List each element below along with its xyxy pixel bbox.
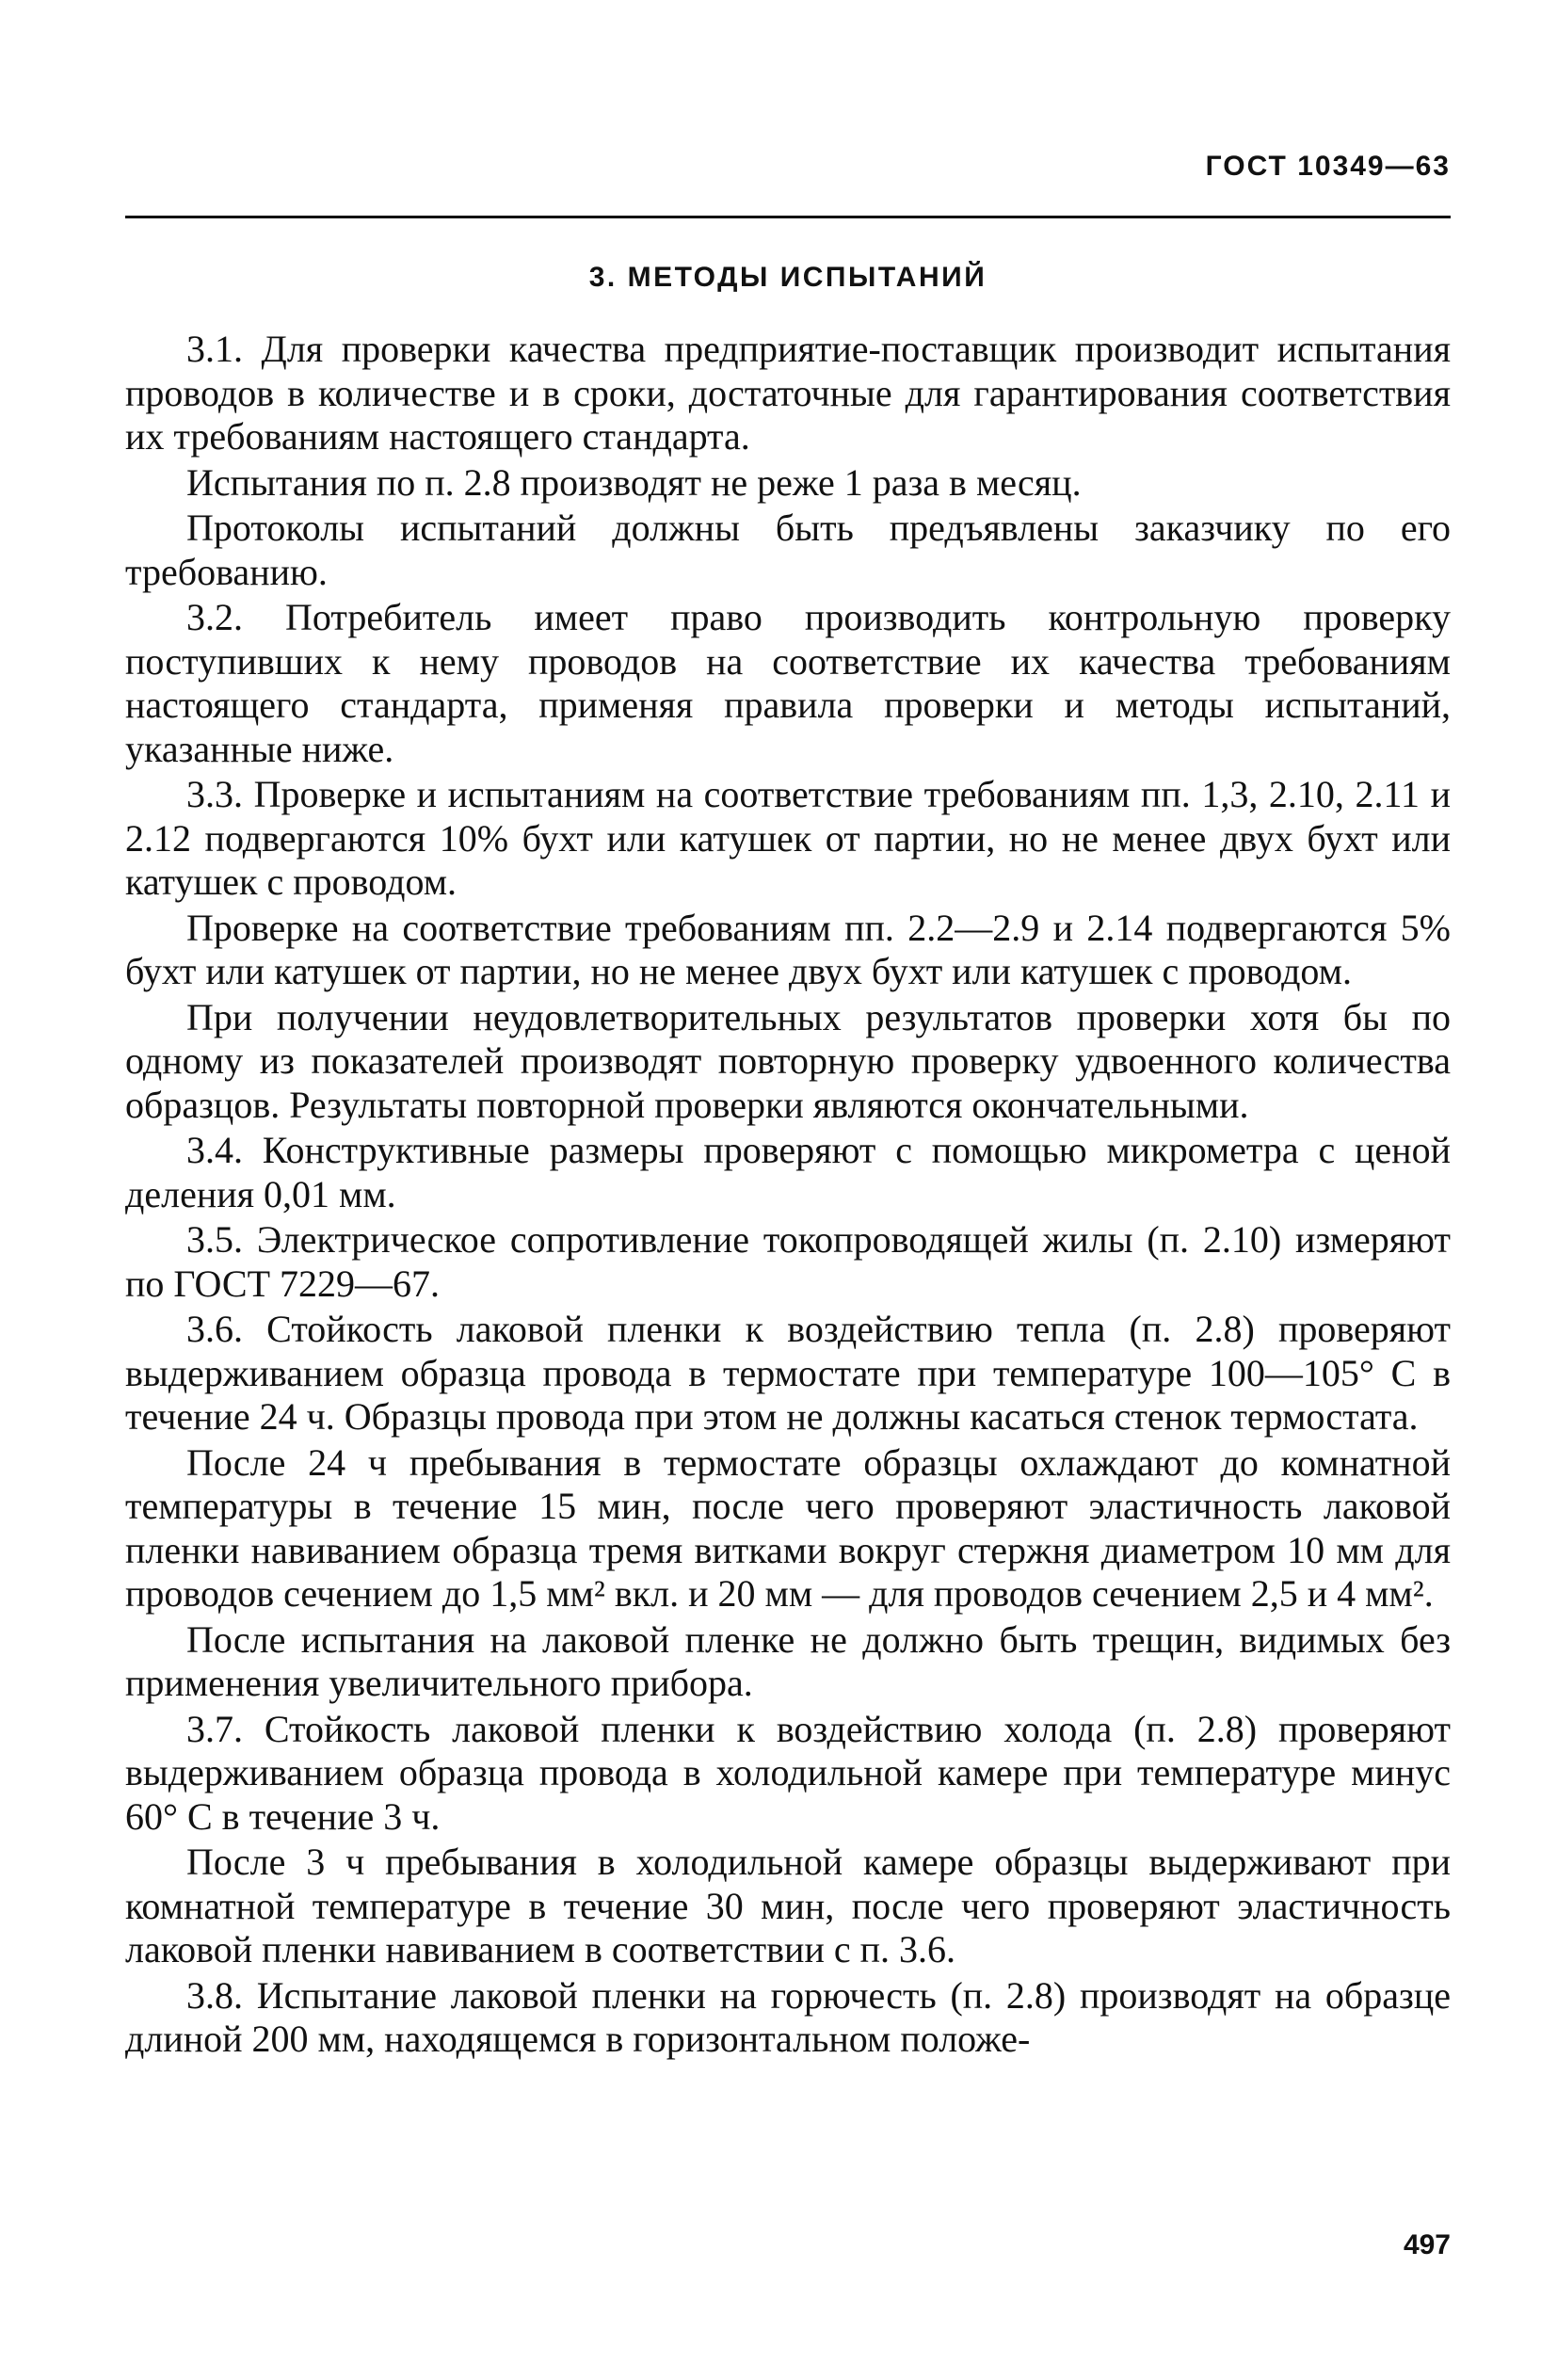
paragraph: При получении неудовлетворительных результатов проверки хотя бы по одному из показателей производят повторную проверку удвоенного количества образцов. Результаты повторной проверки являются окончательными. (125, 995, 1451, 1126)
document-page (125, 151, 1451, 2269)
paragraph: 3.2. Потребитель имеет право производить контрольную проверку поступивших к нему проводов на соответствие их качества требованиям настоящего стандарта, применяя правила проверки и методы испытаний, указанные ниже. (125, 596, 1451, 770)
body-text (125, 328, 1451, 2064)
page-number: 497 (1403, 2229, 1451, 2260)
paragraph: Испытания по п. 2.8 производят не реже 1 раза в месяц. (186, 460, 1082, 504)
paragraph: После испытания на лаковой пленке не должно быть трещин, видимых без применения увеличительного прибора. (125, 1617, 1451, 1704)
paragraph: После 3 ч пребывания в холодильной камере образцы выдерживают при комнатной температуре в течение 30 мин, после чего проверяют эластичность лаковой пленки навиванием в соответствии с п. 3.6. (125, 1841, 1451, 1970)
paragraph: 3.5. Электрическое сопротивление токопроводящей жилы (п. 2.10) измеряют по ГОСТ 7229—67. (125, 1218, 1451, 1305)
paragraph: 3.6. Стойкость лаковой пленки к воздействию тепла (п. 2.8) проверяют выдерживанием образца провода в термостате при температуре 100—105° С в течение 24 ч. Образцы провода при этом не должны касаться стенок термостата. (125, 1308, 1451, 1438)
paragraph: После 24 ч пребывания в термостате образцы охлаждают до комнатной температуры в течение 15 мин, после чего проверяют эластичность лаковой пленки навиванием образца тремя витками вокруг стержня диаметром 10 мм для проводов сечением до 1,5 мм² вкл. и 20 мм — для проводов сечением 2,5 и 4 мм². (125, 1440, 1451, 1615)
paragraph: 3.3. Проверке и испытаниям на соответствие требованиям пп. 1,3, 2.10, 2.11 и 2.12 подвергаются 10% бухт или катушек от партии, но не менее двух бухт или катушек с проводом. (125, 773, 1451, 903)
paragraph: 3.4. Конструктивные размеры проверяют с помощью микрометра с ценой деления 0,01 мм. (125, 1129, 1451, 1215)
paragraph: 3.8. Испытание лаковой пленки на горючесть (п. 2.8) производят на образце длиной 200 мм, находящемся в горизонтальном положе- (125, 1973, 1451, 2060)
header-rule (125, 216, 1451, 218)
paragraph: Протоколы испытаний должны быть предъявлены заказчику по его требованию. (125, 507, 1451, 593)
running-header: ГОСТ 10349—63 (1205, 151, 1451, 182)
paragraph: Проверке на соответствие требованиям пп. 2.2—2.9 и 2.14 подвергаются 5% бухт или катушек от партии, но не менее двух бухт или катушек с проводом. (125, 906, 1451, 992)
paragraph: 3.7. Стойкость лаковой пленки к воздействию холода (п. 2.8) проверяют выдерживанием образца провода в холодильной камере при температуре минус 60° С в течение 3 ч. (125, 1707, 1451, 1838)
paragraph: 3.1. Для проверки качества предприятие-поставщик производит испытания проводов в количестве и в сроки, достаточные для гарантирования соответствия их требованиям настоящего стандарта. (125, 328, 1451, 458)
section-title: 3. МЕТОДЫ ИСПЫТАНИЙ (588, 262, 987, 293)
